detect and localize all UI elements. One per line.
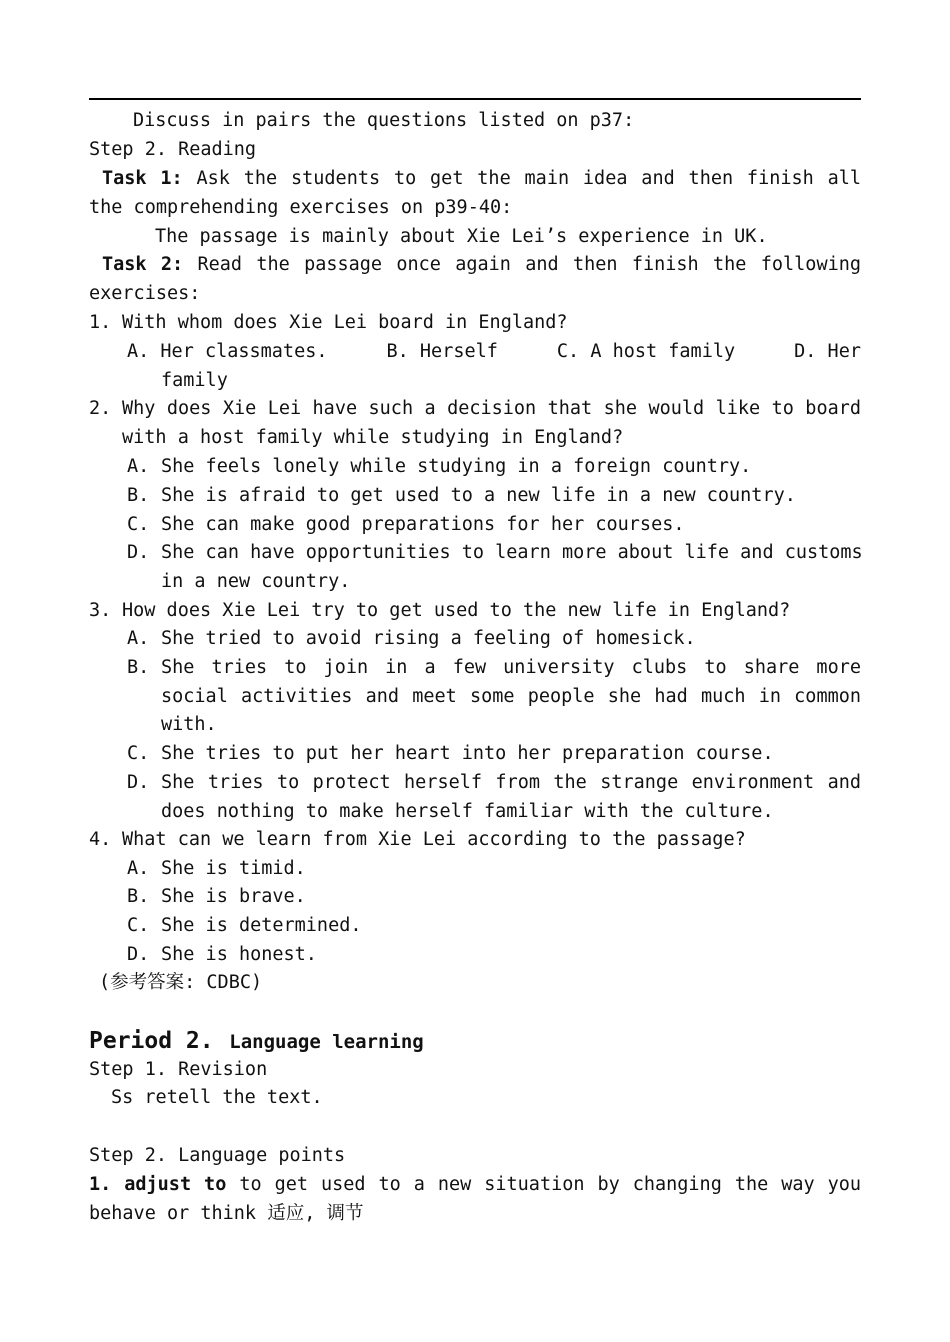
- task1-line1: [102, 164, 861, 193]
- point-1-definition: to get used to a new situation by changing the way you: [239, 1174, 862, 1195]
- option-b: B. Herself: [386, 341, 498, 362]
- task1-label: Task 1:: [102, 168, 183, 189]
- step1-revision-heading: Step 1. Revision: [89, 1059, 268, 1080]
- option-text: She can make good preparations for her courses.: [161, 514, 685, 535]
- period-title: Period 2.: [89, 1028, 214, 1054]
- option-d: D. Her: [794, 341, 861, 362]
- task1-text-line2: the comprehending exercises on p39-40:: [89, 197, 513, 218]
- task2-line1: [102, 250, 861, 279]
- option-text: with.: [161, 714, 217, 735]
- option-text: She tries to put her heart into her preparation course.: [161, 743, 774, 764]
- point-1-line2: behave or think 适应, 调节: [89, 1203, 364, 1224]
- option-a: A. Her classmates.: [127, 341, 328, 362]
- point-1-line1: [89, 1170, 861, 1199]
- point-1-label: 1. adjust to: [89, 1174, 227, 1195]
- task1-text-line1: Ask the students to get the main idea and then finish all: [196, 168, 862, 189]
- option-letter: C.: [127, 743, 150, 764]
- option-d-continuation: family: [161, 370, 228, 391]
- option-text: She can have opportunities to learn more about life and customs: [161, 542, 863, 563]
- question-text: with a host family while studying in England?: [122, 427, 624, 448]
- task2-text-line1: Read the passage once again and then finish the following: [197, 254, 861, 275]
- step2-reading-heading: Step 2. Reading: [89, 139, 257, 160]
- option-text: She is determined.: [161, 915, 362, 936]
- option-letter: C.: [127, 915, 150, 936]
- question-number: 1.: [89, 312, 112, 333]
- option-text: in a new country.: [161, 571, 351, 592]
- answer-key: (参考答案: CDBC): [99, 972, 263, 993]
- option-letter: B.: [127, 886, 150, 907]
- option-text: She is timid.: [161, 858, 306, 879]
- question-number: 2.: [89, 398, 112, 419]
- option-letter: D.: [127, 542, 150, 563]
- option-text: She tries to protect herself from the strange environment and: [161, 772, 861, 793]
- option-text: does nothing to make herself familiar with the culture.: [161, 801, 774, 822]
- option-text: social activities and meet some people she had much in common: [161, 686, 861, 707]
- option-letter: B.: [127, 485, 150, 506]
- question-text: How does Xie Lei try to get used to the new life in England?: [122, 600, 791, 621]
- option-letter: A.: [127, 858, 150, 879]
- option-letter: A.: [127, 628, 150, 649]
- period-2-heading: [89, 1024, 424, 1058]
- header-rule: [89, 98, 861, 100]
- task2-text-line2: exercises:: [89, 283, 201, 304]
- question-1-inline-options: [127, 337, 861, 366]
- intro-text: Discuss in pairs the questions listed on p37:: [133, 110, 635, 131]
- option-text: She feels lonely while studying in a foreign country.: [161, 456, 752, 477]
- option-text: She is brave.: [161, 886, 306, 907]
- option-text: She tries to join in a few university clubs to share more: [161, 657, 861, 678]
- question-text: With whom does Xie Lei board in England?: [122, 312, 568, 333]
- option-c: C. A host family: [556, 341, 736, 362]
- question-number: 4.: [89, 829, 112, 850]
- option-text: She is afraid to get used to a new life in a new country.: [161, 485, 796, 506]
- period-subtitle: Language learning: [229, 1031, 424, 1053]
- option-text: She tried to avoid rising a feeling of homesick.: [161, 628, 696, 649]
- option-letter: B.: [127, 657, 150, 678]
- option-letter: A.: [127, 456, 150, 477]
- option-letter: D.: [127, 772, 150, 793]
- option-text: She is honest.: [161, 944, 317, 965]
- task1-answer: The passage is mainly about Xie Lei’s experience in UK.: [155, 226, 768, 247]
- question-text: Why does Xie Lei have such a decision that she would like to board: [122, 398, 861, 419]
- option-letter: C.: [127, 514, 150, 535]
- option-letter: D.: [127, 944, 150, 965]
- question-text: What can we learn from Xie Lei according to the passage?: [122, 829, 746, 850]
- task2-label: Task 2:: [102, 254, 184, 275]
- step1-text: Ss retell the text.: [111, 1087, 323, 1108]
- question-number: 3.: [89, 600, 112, 621]
- step2-language-points-heading: Step 2. Language points: [89, 1145, 346, 1166]
